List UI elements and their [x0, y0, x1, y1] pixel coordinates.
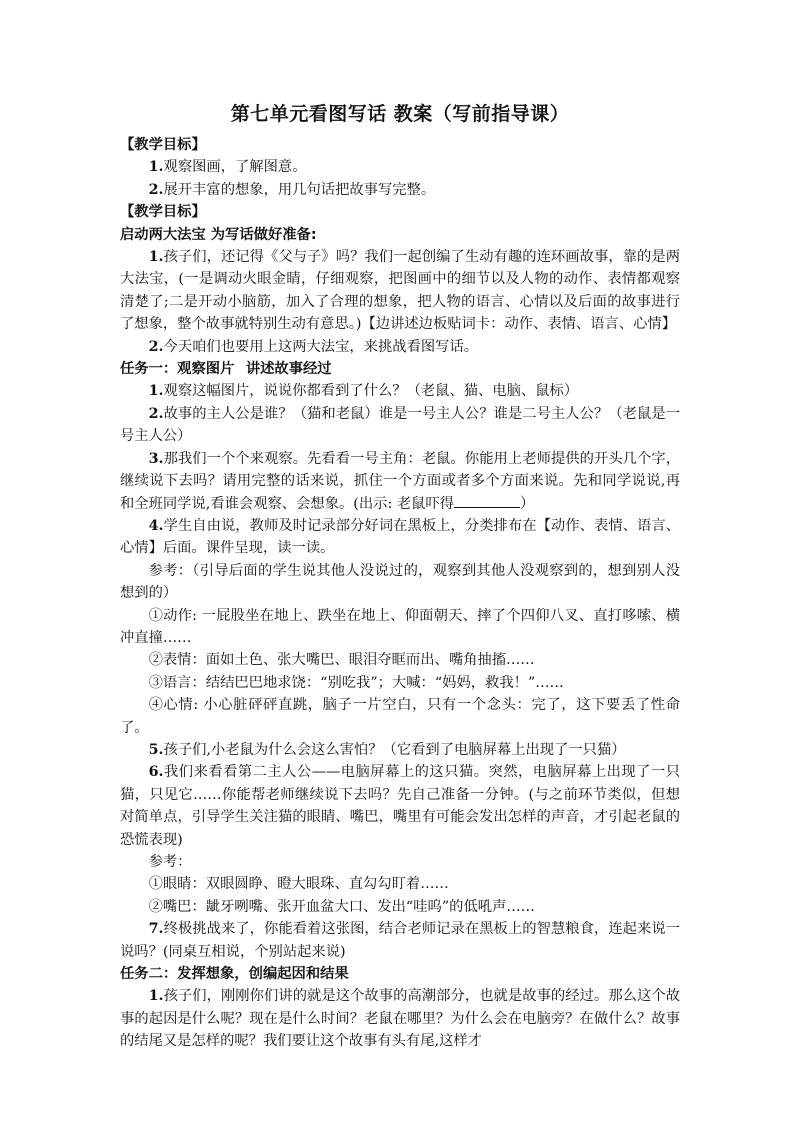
task1-item: 3.那我们一个个来观察。先看看一号主角：老鼠。你能用上老师提供的开头几个字，继续说下去吗？请用完整的话来说，抓住一个方面或者多个方面来说。先和同学说说,再和全班同学说,看谁会观察、会想象。(出示: 老鼠吓得 ）: [120, 450, 680, 512]
fill-blank: [454, 493, 520, 508]
task1-item: 4.学生自由说，教师及时记录部分好词在黑板上，分类排布在【动作、表情、语言、心情】后面。课件呈现，读一读。: [120, 517, 680, 557]
reference-note: 参考：: [148, 854, 192, 870]
task1-heading: 任务一：观察图片 讲述故事经过: [120, 361, 332, 378]
reference-item: ②嘴巴：龇牙咧嘴、张开血盆大口、发出“哇呜”的低吼声……: [148, 898, 535, 915]
process-heading: 【教学目标】: [120, 204, 206, 221]
task1-item: 5.孩子们,小老鼠为什么会这么害怕？（它看到了电脑屏幕上出现了一只猫）: [148, 741, 626, 758]
reference-item: ④心情: 小心脏砰砰直跳，脑子一片空白，只有一个念头：完了，这下要丢了性命了。: [120, 697, 680, 736]
task1-item: 7.终极挑战来了，你能看着这张图，结合老师记录在黑板上的智慧粮食，连起来说一说吗？(同桌互相说，个别站起来说): [120, 921, 680, 960]
intro-item: 1.孩子们，还记得《父与子》吗？我们一起创编了生动有趣的连环画故事，靠的是两大法宝，(一是调动火眼金睛，仔细观察，把图画中的细节以及人物的动作、表情都观察清楚了;二是开动小脑筋，加入了合理的想象，把人物的语言、心情以及后面的故事进行了想象，整个故事就特别生动有意思。)【边讲述边板贴词卡：动作、表情、语言、心情】: [120, 249, 680, 333]
reference-note: 参考：（引导后面的学生说其他人没说过的，观察到其他人没观察到的，想到别人没想到的）: [120, 562, 680, 602]
task2-item: 1.孩子们，刚刚你们讲的就是这个故事的高潮部分，也就是故事的经过。那么这个故事的起因是什么呢？现在是什么时间？老鼠在哪里？为什么会在电脑旁？在做什么？故事的结尾又是怎样的呢？我们要让这个故事有头有尾,这样才: [120, 988, 680, 1050]
objective-item: 2.展开丰富的想象，用几句话把故事写完整。: [148, 181, 436, 198]
objective-item: 1.观察图画，了解图意。: [148, 159, 307, 176]
reference-item: ①眼睛：双眼圆睁、瞪大眼珠、直勾勾盯着……: [148, 876, 449, 893]
task1-item: 2.故事的主人公是谁？（猫和老鼠）谁是一号主人公？谁是二号主人公？（老鼠是一号主人公）: [120, 405, 680, 445]
lesson-plan-page: [120, 100, 680, 1053]
objectives-heading: 【教学目标】: [120, 137, 206, 153]
task1-item: 1.观察这幅图片，说说你都看到了什么？（老鼠、猫、电脑、鼠标）: [148, 383, 579, 400]
task1-item: 6.我们来看看第二主人公——电脑屏幕上的这只猫。突然，电脑屏幕上出现了一只猫，只见它……你能帮老师继续说下去吗？先自己准备一分钟。(与之前环节类似，但想对简单点，引导学生关注猫的眼睛、嘴巴，嘴里有可能会发出怎样的声音，才引起老鼠的恐慌表现): [120, 764, 680, 848]
reference-item: ③语言：结结巴巴地求饶：“别吃我”；大喊：“妈妈，救我！”……: [148, 674, 564, 691]
document-title: 第七单元看图写话 教案（写前指导课）: [230, 103, 570, 125]
task2-heading: 任务二：发挥想象，创编起因和结果: [120, 966, 349, 983]
intro-item: 2.今天咱们也要用上这两大法宝，来挑战看图写话。: [148, 338, 479, 355]
intro-heading: 启动两大法宝 为写话做好准备:: [120, 226, 317, 243]
reference-item: ②表情：面如土色、张大嘴巴、眼泪夺眶而出、嘴角抽搐……: [148, 652, 535, 669]
reference-item: ①动作: 一屁股坐在地上、跌坐在地上、仰面朝天、摔了个四仰八叉、直打哆嗦、横冲直撞……: [120, 607, 680, 646]
